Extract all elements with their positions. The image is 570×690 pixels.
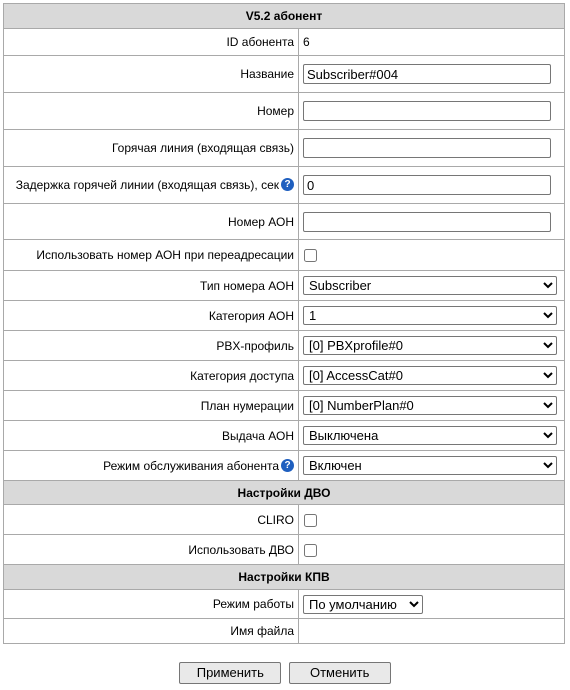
file-name-value — [299, 619, 565, 644]
form-title: V5.2 абонент — [4, 4, 565, 29]
row-name — [4, 56, 565, 93]
access-category-label: Категория доступа — [4, 361, 299, 391]
row-hotline-delay — [4, 167, 565, 204]
row-file-name — [4, 619, 565, 644]
form-buttons — [0, 662, 570, 684]
aon-output-label: Выдача АОН — [4, 421, 299, 451]
numbering-plan-label: План нумерации — [4, 391, 299, 421]
row-hotline — [4, 130, 565, 167]
row-cliro — [4, 505, 565, 535]
aon-number-input[interactable] — [303, 212, 551, 232]
row-kpv-mode — [4, 590, 565, 619]
row-id — [4, 29, 565, 56]
kpv-mode-label: Режим работы — [4, 590, 299, 619]
name-input[interactable] — [303, 64, 551, 84]
help-icon[interactable]: ? — [281, 459, 294, 472]
hotline-delay-label: Задержка горячей линии (входящая связь), сек — [15, 178, 279, 192]
number-label: Номер — [4, 93, 299, 130]
number-input[interactable] — [303, 101, 551, 121]
cliro-label: CLIRO — [4, 505, 299, 535]
row-numbering-plan — [4, 391, 565, 421]
row-aon-output — [4, 421, 565, 451]
use-aon-redirect-label: Использовать номер АОН при переадресации — [4, 240, 299, 271]
row-pbx-profile — [4, 331, 565, 361]
aon-type-label: Тип номера АОН — [4, 271, 299, 301]
apply-button[interactable]: Применить — [179, 662, 281, 684]
row-access-category — [4, 361, 565, 391]
service-mode-label: Режим обслуживания абонента — [103, 458, 279, 473]
file-name-label: Имя файла — [4, 619, 299, 644]
id-label: ID абонента — [4, 29, 299, 56]
kpv-mode-select[interactable] — [303, 595, 423, 614]
use-dvo-checkbox[interactable] — [304, 544, 317, 557]
aon-type-select[interactable] — [303, 276, 557, 295]
use-dvo-label: Использовать ДВО — [4, 535, 299, 565]
name-label: Название — [4, 56, 299, 93]
dvo-header-row — [4, 481, 565, 505]
row-service-mode — [4, 451, 565, 481]
row-number — [4, 93, 565, 130]
pbx-profile-select[interactable] — [303, 336, 557, 355]
row-use-aon-redirect — [4, 240, 565, 271]
row-aon-number — [4, 204, 565, 240]
hotline-input[interactable] — [303, 138, 551, 158]
help-icon[interactable]: ? — [281, 178, 294, 191]
pbx-profile-label: PBX-профиль — [4, 331, 299, 361]
aon-number-label: Номер АОН — [4, 204, 299, 240]
kpv-header-row — [4, 565, 565, 590]
numbering-plan-select[interactable] — [303, 396, 557, 415]
subscriber-form-table — [3, 3, 565, 644]
cancel-button[interactable]: Отменить — [289, 662, 391, 684]
access-category-select[interactable] — [303, 366, 557, 385]
aon-output-select[interactable] — [303, 426, 557, 445]
service-mode-select[interactable] — [303, 456, 557, 475]
use-aon-redirect-checkbox[interactable] — [304, 249, 317, 262]
aon-category-label: Категория АОН — [4, 301, 299, 331]
cliro-checkbox[interactable] — [304, 514, 317, 527]
dvo-title: Настройки ДВО — [4, 481, 565, 505]
hotline-label: Горячая линия (входящая связь) — [4, 130, 299, 167]
hotline-delay-input[interactable] — [303, 175, 551, 195]
id-value: 6 — [299, 29, 565, 56]
row-use-dvo — [4, 535, 565, 565]
aon-category-select[interactable] — [303, 306, 557, 325]
row-aon-type — [4, 271, 565, 301]
row-aon-category — [4, 301, 565, 331]
kpv-title: Настройки КПВ — [4, 565, 565, 590]
form-header-row — [4, 4, 565, 29]
